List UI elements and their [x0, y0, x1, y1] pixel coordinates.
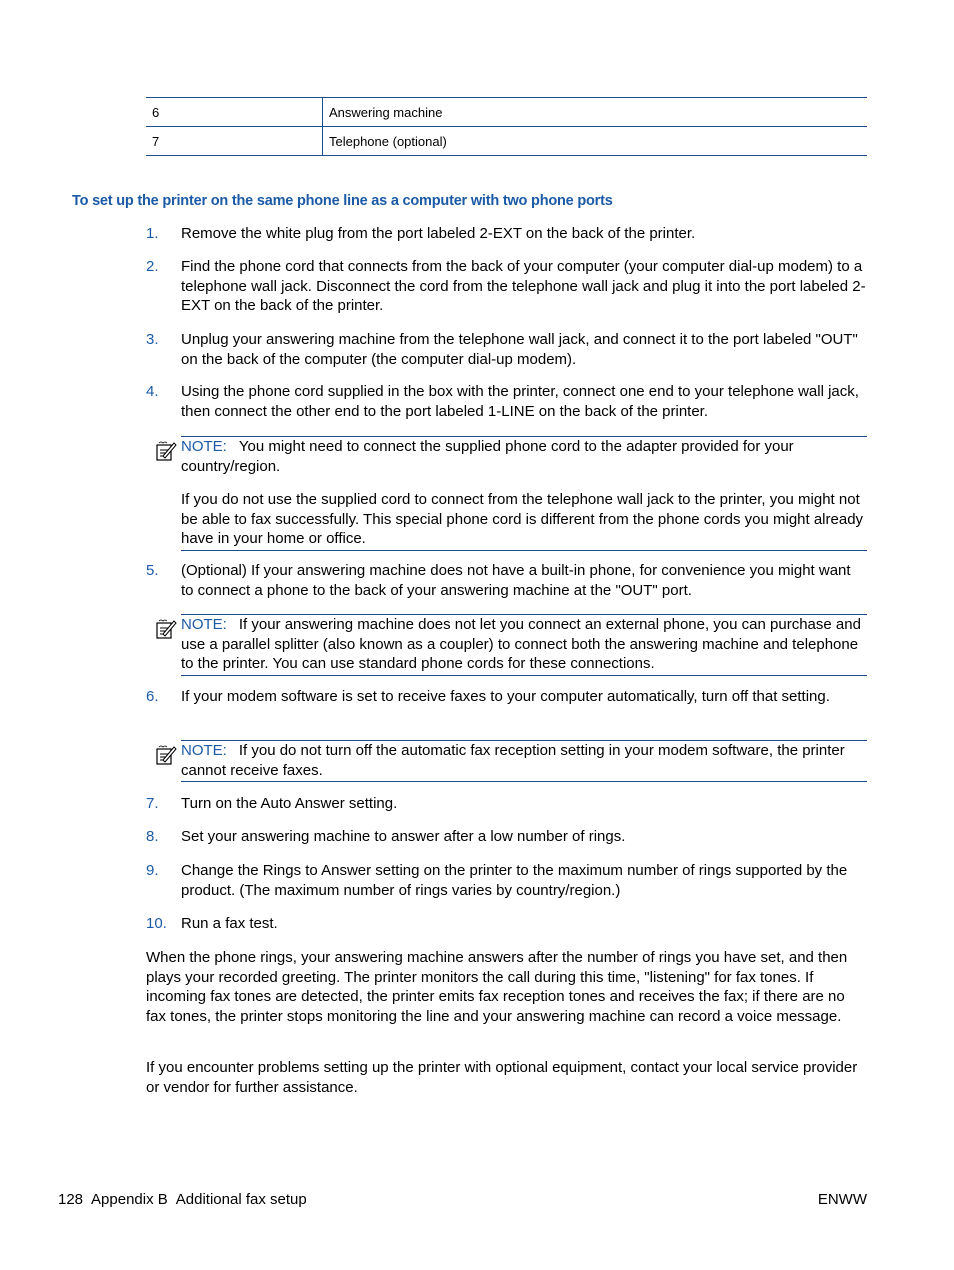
note-icon [155, 618, 177, 640]
step-number: 2. [146, 258, 159, 275]
body-paragraph: When the phone rings, your answering machine answers after the number of rings you have set, and then plays your recorded greeting. The printer monitors the call during this time, "listening" for fax tones. If incoming fax tones are detected, the printer emits fax reception tones and receives the fax; if there are no fax tones, the printer stops monitoring the line and your answering machine can record a voice message. [146, 949, 848, 1025]
step-number: 3. [146, 331, 159, 348]
note-icon [155, 440, 177, 462]
step-number: 7. [146, 795, 159, 812]
step-text: (Optional) If your answering machine does not have a built-in phone, for convenience you might want to connect a phone to the back of your answering machine at the "OUT" port. [181, 562, 851, 599]
section-label: Additional fax setup [175, 1191, 307, 1208]
step-number: 6. [146, 688, 159, 705]
note-paragraph [181, 615, 867, 674]
step-text: Run a fax test. [181, 915, 278, 932]
table-cell-label: Answering machine [323, 98, 868, 127]
step-text [181, 794, 867, 814]
components-table [146, 97, 867, 156]
step-text: Set your answering machine to answer after a low number of rings. [181, 828, 626, 845]
footer-left [58, 1191, 307, 1208]
step-text-pre: Turn on the [181, 795, 261, 812]
step-number: 9. [146, 862, 159, 879]
step-text-post: setting. [344, 795, 398, 812]
note-box [181, 436, 867, 551]
note-icon [155, 744, 177, 766]
note-box [181, 614, 867, 676]
note-label: NOTE: [181, 742, 227, 759]
section-heading: To set up the printer on the same phone line as a computer with two phone ports [72, 193, 613, 209]
note-paragraph [181, 741, 867, 780]
note-text: You might need to connect the supplied phone cord to the adapter provided for your country/region. [181, 438, 794, 475]
table-row [146, 127, 867, 156]
body-paragraph: If you encounter problems setting up the printer with optional equipment, contact your local service provider or vendor for further assistance. [146, 1059, 858, 1096]
step-text: Unplug your answering machine from the telephone wall jack, and connect it to the port labeled "OUT" on the back of the computer (the computer dial-up modem). [181, 331, 858, 368]
note-text: If you do not turn off the automatic fax reception setting in your modem software, the printer cannot receive faxes. [181, 742, 845, 779]
step-number: 5. [146, 562, 159, 579]
table-row [146, 98, 867, 127]
table-cell-number: 6 [146, 98, 323, 127]
note-label: NOTE: [181, 438, 227, 455]
step-number: 8. [146, 828, 159, 845]
step-number: 10. [146, 915, 167, 932]
footer-code: ENWW [817, 1191, 867, 1208]
step-number: 4. [146, 383, 159, 400]
step-text: Using the phone cord supplied in the box with the printer, connect one end to your telephone wall jack, then connect the other end to the port labeled 1-LINE on the back of the printer. [181, 383, 859, 420]
step-text: If your modem software is set to receive faxes to your computer automatically, turn off that setting. [181, 688, 830, 705]
note-label: NOTE: [181, 616, 227, 633]
step-number: 1. [146, 225, 159, 242]
note-paragraph [181, 437, 867, 476]
page-number: 128 [58, 1191, 84, 1208]
table-cell-number: 7 [146, 127, 323, 156]
step-text-post: setting on the printer to the maximum number of rings supported by the product. (The maximum number of rings varies by country/region.) [181, 862, 848, 899]
step-text: Find the phone cord that connects from the back of your computer (your computer dial-up modem) to a telephone wall jack. Disconnect the cord from the telephone wall jack and plug it into the port labeled 2-EXT on the back of the printer. [181, 258, 866, 314]
note-box [181, 740, 867, 782]
setting-name-rings-to-answer: Rings to Answer [262, 862, 372, 879]
note-paragraph: If you do not use the supplied cord to connect from the telephone wall jack to the printer, you might not be able to fax successfully. This special phone cord is different from the phone cords you might already have in your home or office. [181, 491, 864, 547]
step-text: Remove the white plug from the port labeled 2-EXT on the back of the printer. [181, 225, 696, 242]
setting-name-auto-answer: Auto Answer [260, 795, 345, 812]
table-cell-label: Telephone (optional) [323, 127, 868, 156]
step-text [181, 861, 867, 900]
step-text-pre: Change the [181, 862, 263, 879]
appendix-label: Appendix B [91, 1191, 168, 1208]
note-text: If your answering machine does not let you connect an external phone, you can purchase and use a parallel splitter (also known as a coupler) to connect both the answering machine and telephone to the printer. You can use standard phone cords for these connections. [181, 616, 861, 672]
